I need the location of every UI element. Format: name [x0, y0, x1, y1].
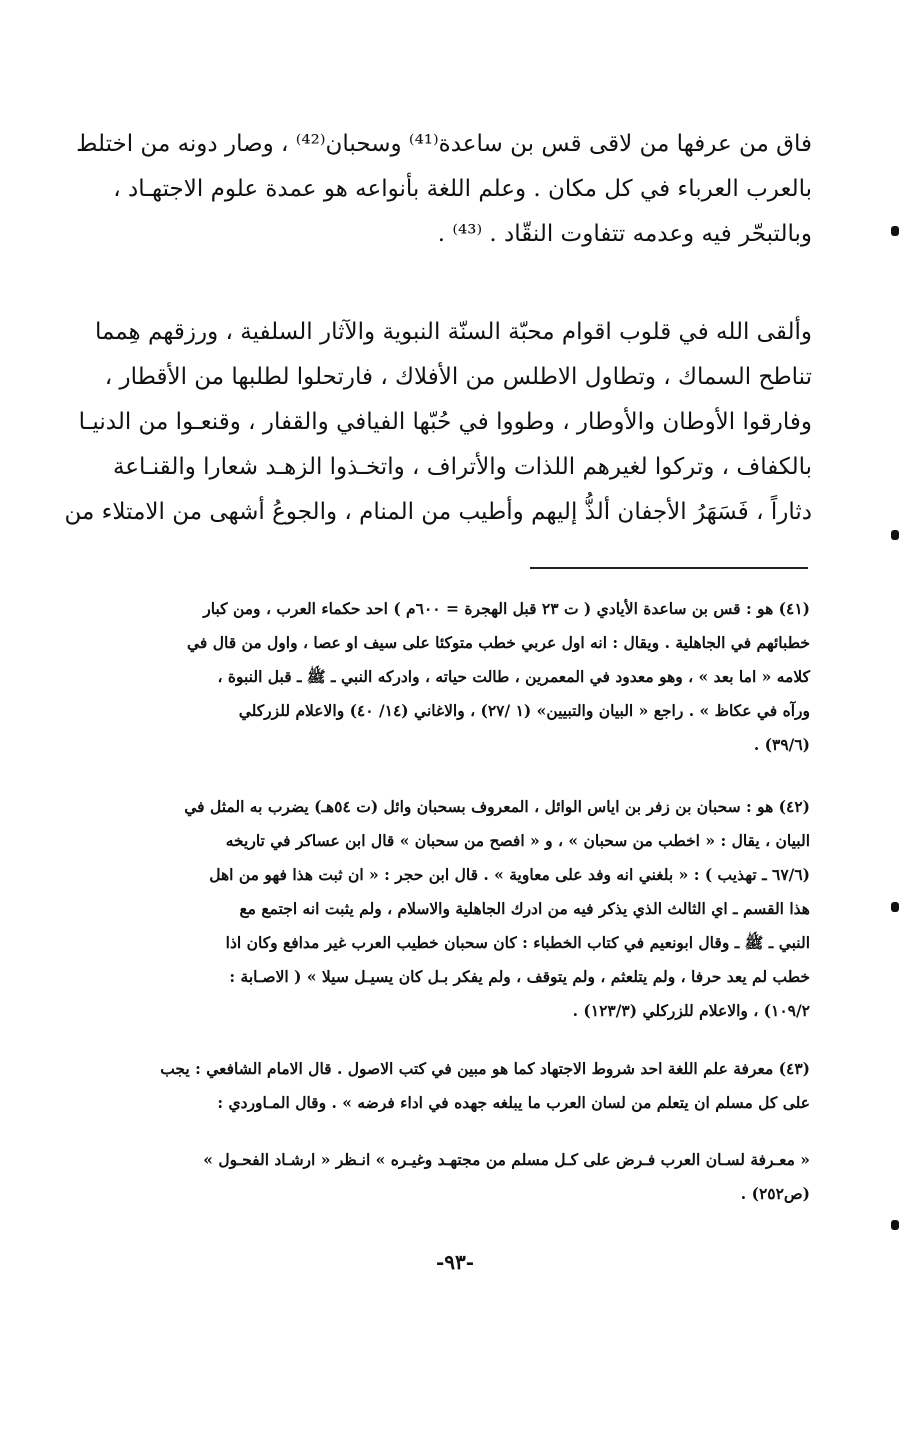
- footnote-line: (٤١) هو : قس بن ساعدة الأيادي ( ت ٢٣ قبل الهجرة = ٦٠٠م ) احد حكماء العرب ، ومن كبار: [203, 599, 810, 618]
- binding-mark: [891, 1220, 899, 1230]
- footnote-line: على كل مسلم ان يتعلم من لسان العرب ما يبلغه جهده في اداء فرضه » . وقال المـاوردي :: [217, 1093, 810, 1112]
- paragraph-line: وبالتبحّر فيه وعدمه تتفاوت النقّاد . ⁽⁴³⁾ .: [437, 221, 812, 247]
- body-paragraph-2: [64, 310, 812, 535]
- footnote-43: [90, 1052, 810, 1120]
- paragraph-line: فاق من عرفها من لاقى قس بن ساعدة⁽⁴¹⁾ وسحبان⁽⁴²⁾ ، وصار دونه من اختلط: [76, 131, 812, 157]
- footnote-line: « معـرفة لسـان العرب فـرض على كـل مسلم من مجتهـد وغيـره » انـظر « ارشـاد الفحـول »: [203, 1150, 810, 1169]
- paragraph-line: دثاراً ، فَسَهَرُ الأجفان ألذُّ إليهم وأطيب من المنام ، والجوعُ أشهى من الامتلاء من: [64, 499, 812, 525]
- footnote-separator: [530, 567, 808, 569]
- footnote-line: (ص٢٥٢) .: [740, 1184, 810, 1203]
- footnote-line: (٤٢) هو : سحبان بن زفر بن اياس الوائل ، المعروف بسحبان وائل (ت ٥٤هـ) يضرب به المثل في: [184, 797, 810, 816]
- footnote-line: ١٠٩/٢) ، والاعلام للزركلي (١٢٣/٣) .: [572, 1001, 810, 1020]
- footnote-line: خطب لم يعد حرفا ، ولم يتلعثم ، ولم يتوقف ، ولم يفكر بـل كان يسيـل سيلا » ( الاصـابة :: [229, 967, 810, 986]
- paragraph-line: بالكفاف ، وتركوا لغيرهم اللذات والأتراف ، واتخـذوا الزهـد شعارا والقنـاعة: [112, 454, 812, 480]
- footnote-line: النبي ـ ﷺ ـ وقال ابونعيم في كتاب الخطباء : كان سحبان خطيب العرب غير مدافع وكان اذا: [225, 933, 810, 952]
- paragraph-line: وألقى الله في قلوب اقوام محبّة السنّة النبوية والآثار السلفية ، ورزقهم هِمما: [94, 319, 812, 345]
- binding-mark: [891, 226, 899, 236]
- footnote-line: (٦٧/٦ ـ تهذيب ) : « بلغني انه وفد على معاوية » . قال ابن حجر : « ان ثبت هذا فهو من اهل: [209, 865, 810, 884]
- footnote-42: [90, 790, 810, 1028]
- body-paragraph-1: [76, 122, 812, 257]
- footnote-line: (٣٩/٦) .: [753, 735, 810, 754]
- footnote-line: (٤٣) معرفة علم اللغة احد شروط الاجتهاد كما هو مبين في كتب الاصول . قال الامام الشافعي : يجب: [160, 1059, 810, 1078]
- paragraph-line: بالعرب العرباء في كل مكان . وعلم اللغة بأنواعه هو عمدة علوم الاجتهـاد ،: [113, 176, 812, 202]
- footnote-43-quote: [90, 1143, 810, 1211]
- footnote-line: البيان ، يقال : « اخطب من سحبان » ، و « افصح من سحبان » قال ابن عساكر في تاريخه: [225, 831, 810, 850]
- footnote-line: خطبائهم في الجاهلية . ويقال : انه اول عربي خطب متوكئا على سيف او عصا ، واول من قال في: [187, 633, 810, 652]
- footnote-line: هذا القسم ـ اي الثالث الذي يذكر فيه من ادرك الجاهلية والاسلام ، ولم يثبت انه اجتمع مع: [239, 899, 810, 918]
- footnote-41: [90, 592, 810, 762]
- footnote-line: كلامه « اما بعد » ، وهو معدود في المعمرين ، طالت حياته ، وادركه النبي ـ ﷺ ـ قبل النبوة ،: [217, 667, 810, 686]
- binding-mark: [891, 530, 899, 540]
- binding-mark: [891, 902, 899, 912]
- page-number: -٩٣-: [435, 1250, 475, 1274]
- paragraph-line: تناطح السماك ، وتطاول الاطلس من الأفلاك ، فارتحلوا لطلبها من الأقطار ،: [104, 364, 812, 390]
- footnote-line: ورآه في عكاظ » . راجع « البيان والتبيين» (١ /٢٧) ، والاغاني (١٤/ ٤٠) والاعلام للزركلي: [238, 701, 810, 720]
- paragraph-line: وفارقوا الأوطان والأوطار ، وطووا في حُبّها الفيافي والقفار ، وقنعـوا من الدنيـا: [78, 409, 812, 435]
